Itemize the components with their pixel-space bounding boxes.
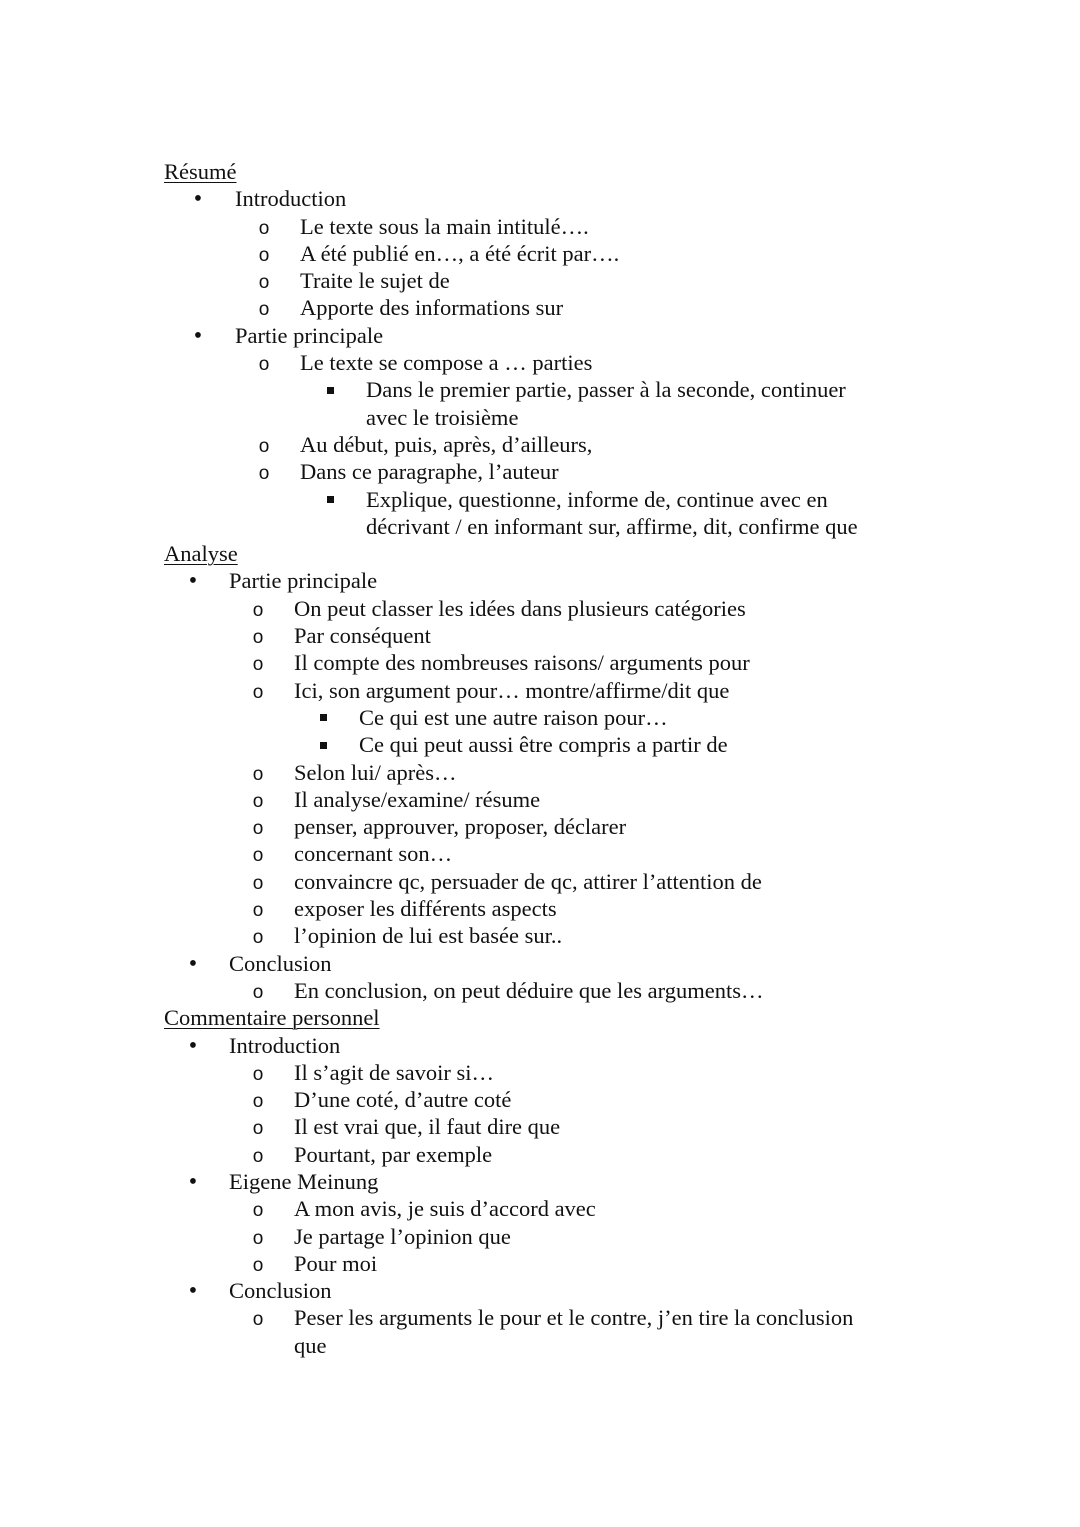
circle-marker-icon — [248, 1223, 268, 1252]
circle-marker-icon — [254, 267, 274, 296]
list-item — [0, 1032, 1080, 1059]
sub-list-item — [0, 922, 1080, 949]
item-text: Dans le premier partie, passer à la seconde, continuer avec le troisième — [366, 377, 846, 430]
sub-sub-list-item — [0, 731, 1080, 758]
sub-list-item — [0, 622, 1080, 649]
sub-list-item — [0, 595, 1080, 622]
sub-list-item — [0, 1113, 1080, 1140]
circle-marker-icon — [254, 349, 274, 378]
list-item — [0, 950, 1080, 977]
item-text: Introduction — [229, 1032, 341, 1058]
item-text: Dans ce paragraphe, l’auteur — [300, 459, 559, 485]
item-text: Conclusion — [229, 950, 332, 976]
bullet-marker-icon — [183, 1032, 203, 1060]
square-marker-icon — [320, 486, 340, 513]
circle-marker-icon — [248, 977, 268, 1006]
circle-marker-icon — [248, 1141, 268, 1170]
circle-marker-icon — [248, 1086, 268, 1115]
sub-sub-list-item — [0, 376, 1080, 431]
circle-marker-icon — [248, 786, 268, 815]
sub-list-item — [0, 213, 1080, 240]
item-text: Il est vrai que, il faut dire que — [294, 1114, 561, 1140]
sub-list-item — [0, 895, 1080, 922]
circle-marker-icon — [248, 868, 268, 897]
item-text: Le texte sous la main intitulé…. — [300, 213, 589, 239]
item-text: Selon lui/ après… — [294, 759, 457, 785]
list-item — [0, 1277, 1080, 1304]
item-text: Je partage l’opinion que — [294, 1223, 511, 1249]
bullet-marker-icon — [183, 1168, 203, 1196]
sub-list-item — [0, 786, 1080, 813]
sub-list-item — [0, 349, 1080, 376]
sub-list-item — [0, 813, 1080, 840]
sub-list-item — [0, 1250, 1080, 1277]
sub-sub-list-item — [0, 486, 1080, 541]
circle-marker-icon — [248, 1250, 268, 1279]
item-text: convaincre qc, persuader de qc, attirer l’attention de — [294, 868, 762, 894]
circle-marker-icon — [254, 431, 274, 460]
circle-marker-icon — [254, 294, 274, 323]
bullet-marker-icon — [183, 1277, 203, 1305]
sub-list-item — [0, 267, 1080, 294]
item-text: Il analyse/examine/ résume — [294, 786, 541, 812]
item-text: Pour moi — [294, 1250, 378, 1276]
item-text: concernant son… — [294, 841, 453, 867]
circle-marker-icon — [248, 895, 268, 924]
bullet-marker-icon — [188, 185, 208, 213]
item-text: Il compte des nombreuses raisons/ arguments pour — [294, 650, 750, 676]
circle-marker-icon — [248, 922, 268, 951]
sub-list-item — [0, 240, 1080, 267]
circle-marker-icon — [248, 1195, 268, 1224]
sub-list-item — [0, 1304, 1080, 1359]
item-text: Ce qui peut aussi être compris a partir de — [359, 732, 728, 758]
sub-list-item — [0, 1223, 1080, 1250]
sub-list-item — [0, 677, 1080, 704]
section-heading — [0, 158, 1080, 185]
square-marker-icon — [313, 704, 333, 731]
sub-list-item — [0, 977, 1080, 1004]
circle-marker-icon — [248, 1304, 268, 1333]
item-text: Traite le sujet de — [300, 268, 450, 294]
sub-list-item — [0, 868, 1080, 895]
item-text: exposer les différents aspects — [294, 896, 557, 922]
circle-marker-icon — [248, 759, 268, 788]
sub-list-item — [0, 649, 1080, 676]
circle-marker-icon — [248, 1113, 268, 1142]
section-heading — [0, 540, 1080, 567]
list-item — [0, 567, 1080, 594]
item-text: Partie principale — [235, 322, 384, 348]
item-text: Eigene Meinung — [229, 1168, 379, 1194]
circle-marker-icon — [248, 622, 268, 651]
section-title: Commentaire personnel — [164, 1005, 380, 1031]
list-item — [0, 185, 1080, 212]
item-text: Partie principale — [229, 568, 378, 594]
outline-document — [0, 158, 1080, 1359]
item-text: Pourtant, par exemple — [294, 1141, 493, 1167]
sub-list-item — [0, 1195, 1080, 1222]
bullet-marker-icon — [183, 950, 203, 978]
sub-list-item — [0, 431, 1080, 458]
bullet-marker-icon — [188, 322, 208, 350]
item-text: penser, approuver, proposer, déclarer — [294, 814, 627, 840]
sub-list-item — [0, 458, 1080, 485]
square-marker-icon — [313, 731, 333, 758]
sub-list-item — [0, 759, 1080, 786]
item-text: En conclusion, on peut déduire que les arguments… — [294, 977, 764, 1003]
list-item — [0, 322, 1080, 349]
item-text: Par conséquent — [294, 623, 431, 649]
item-text: l’opinion de lui est basée sur.. — [294, 923, 563, 949]
bullet-marker-icon — [183, 567, 203, 595]
section-title: Résumé — [164, 159, 237, 184]
sub-list-item — [0, 1059, 1080, 1086]
item-text: A mon avis, je suis d’accord avec — [294, 1196, 596, 1222]
sub-list-item — [0, 1086, 1080, 1113]
item-text: A été publié en…, a été écrit par…. — [300, 240, 620, 266]
circle-marker-icon — [248, 1059, 268, 1088]
circle-marker-icon — [254, 213, 274, 242]
sub-sub-list-item — [0, 704, 1080, 731]
circle-marker-icon — [248, 840, 268, 869]
item-text: Le texte se compose a … parties — [300, 350, 593, 376]
section-heading — [0, 1004, 1080, 1031]
circle-marker-icon — [248, 649, 268, 678]
item-text: Ce qui est une autre raison pour… — [359, 704, 668, 730]
circle-marker-icon — [254, 240, 274, 269]
sub-list-item — [0, 840, 1080, 867]
sub-list-item — [0, 1141, 1080, 1168]
item-text: On peut classer les idées dans plusieurs catégories — [294, 595, 746, 621]
circle-marker-icon — [248, 595, 268, 624]
item-text: D’une coté, d’autre coté — [294, 1087, 512, 1113]
item-text: Conclusion — [229, 1278, 332, 1304]
circle-marker-icon — [248, 677, 268, 706]
item-text: Ici, son argument pour… montre/affirme/dit que — [294, 677, 730, 703]
item-text: Il s’agit de savoir si… — [294, 1059, 494, 1085]
list-item — [0, 1168, 1080, 1195]
section-title: Analyse — [164, 541, 238, 567]
item-text: Apporte des informations sur — [300, 295, 564, 321]
sub-list-item — [0, 294, 1080, 321]
item-text: Peser les arguments le pour et le contre, j’en tire la conclusion que — [294, 1305, 854, 1358]
item-text: Explique, questionne, informe de, continue avec en décrivant / en informant sur, affirme, dit, confirme que — [366, 486, 858, 539]
circle-marker-icon — [254, 458, 274, 487]
square-marker-icon — [320, 376, 340, 403]
item-text: Introduction — [235, 186, 347, 212]
circle-marker-icon — [248, 813, 268, 842]
item-text: Au début, puis, après, d’ailleurs, — [300, 431, 593, 457]
